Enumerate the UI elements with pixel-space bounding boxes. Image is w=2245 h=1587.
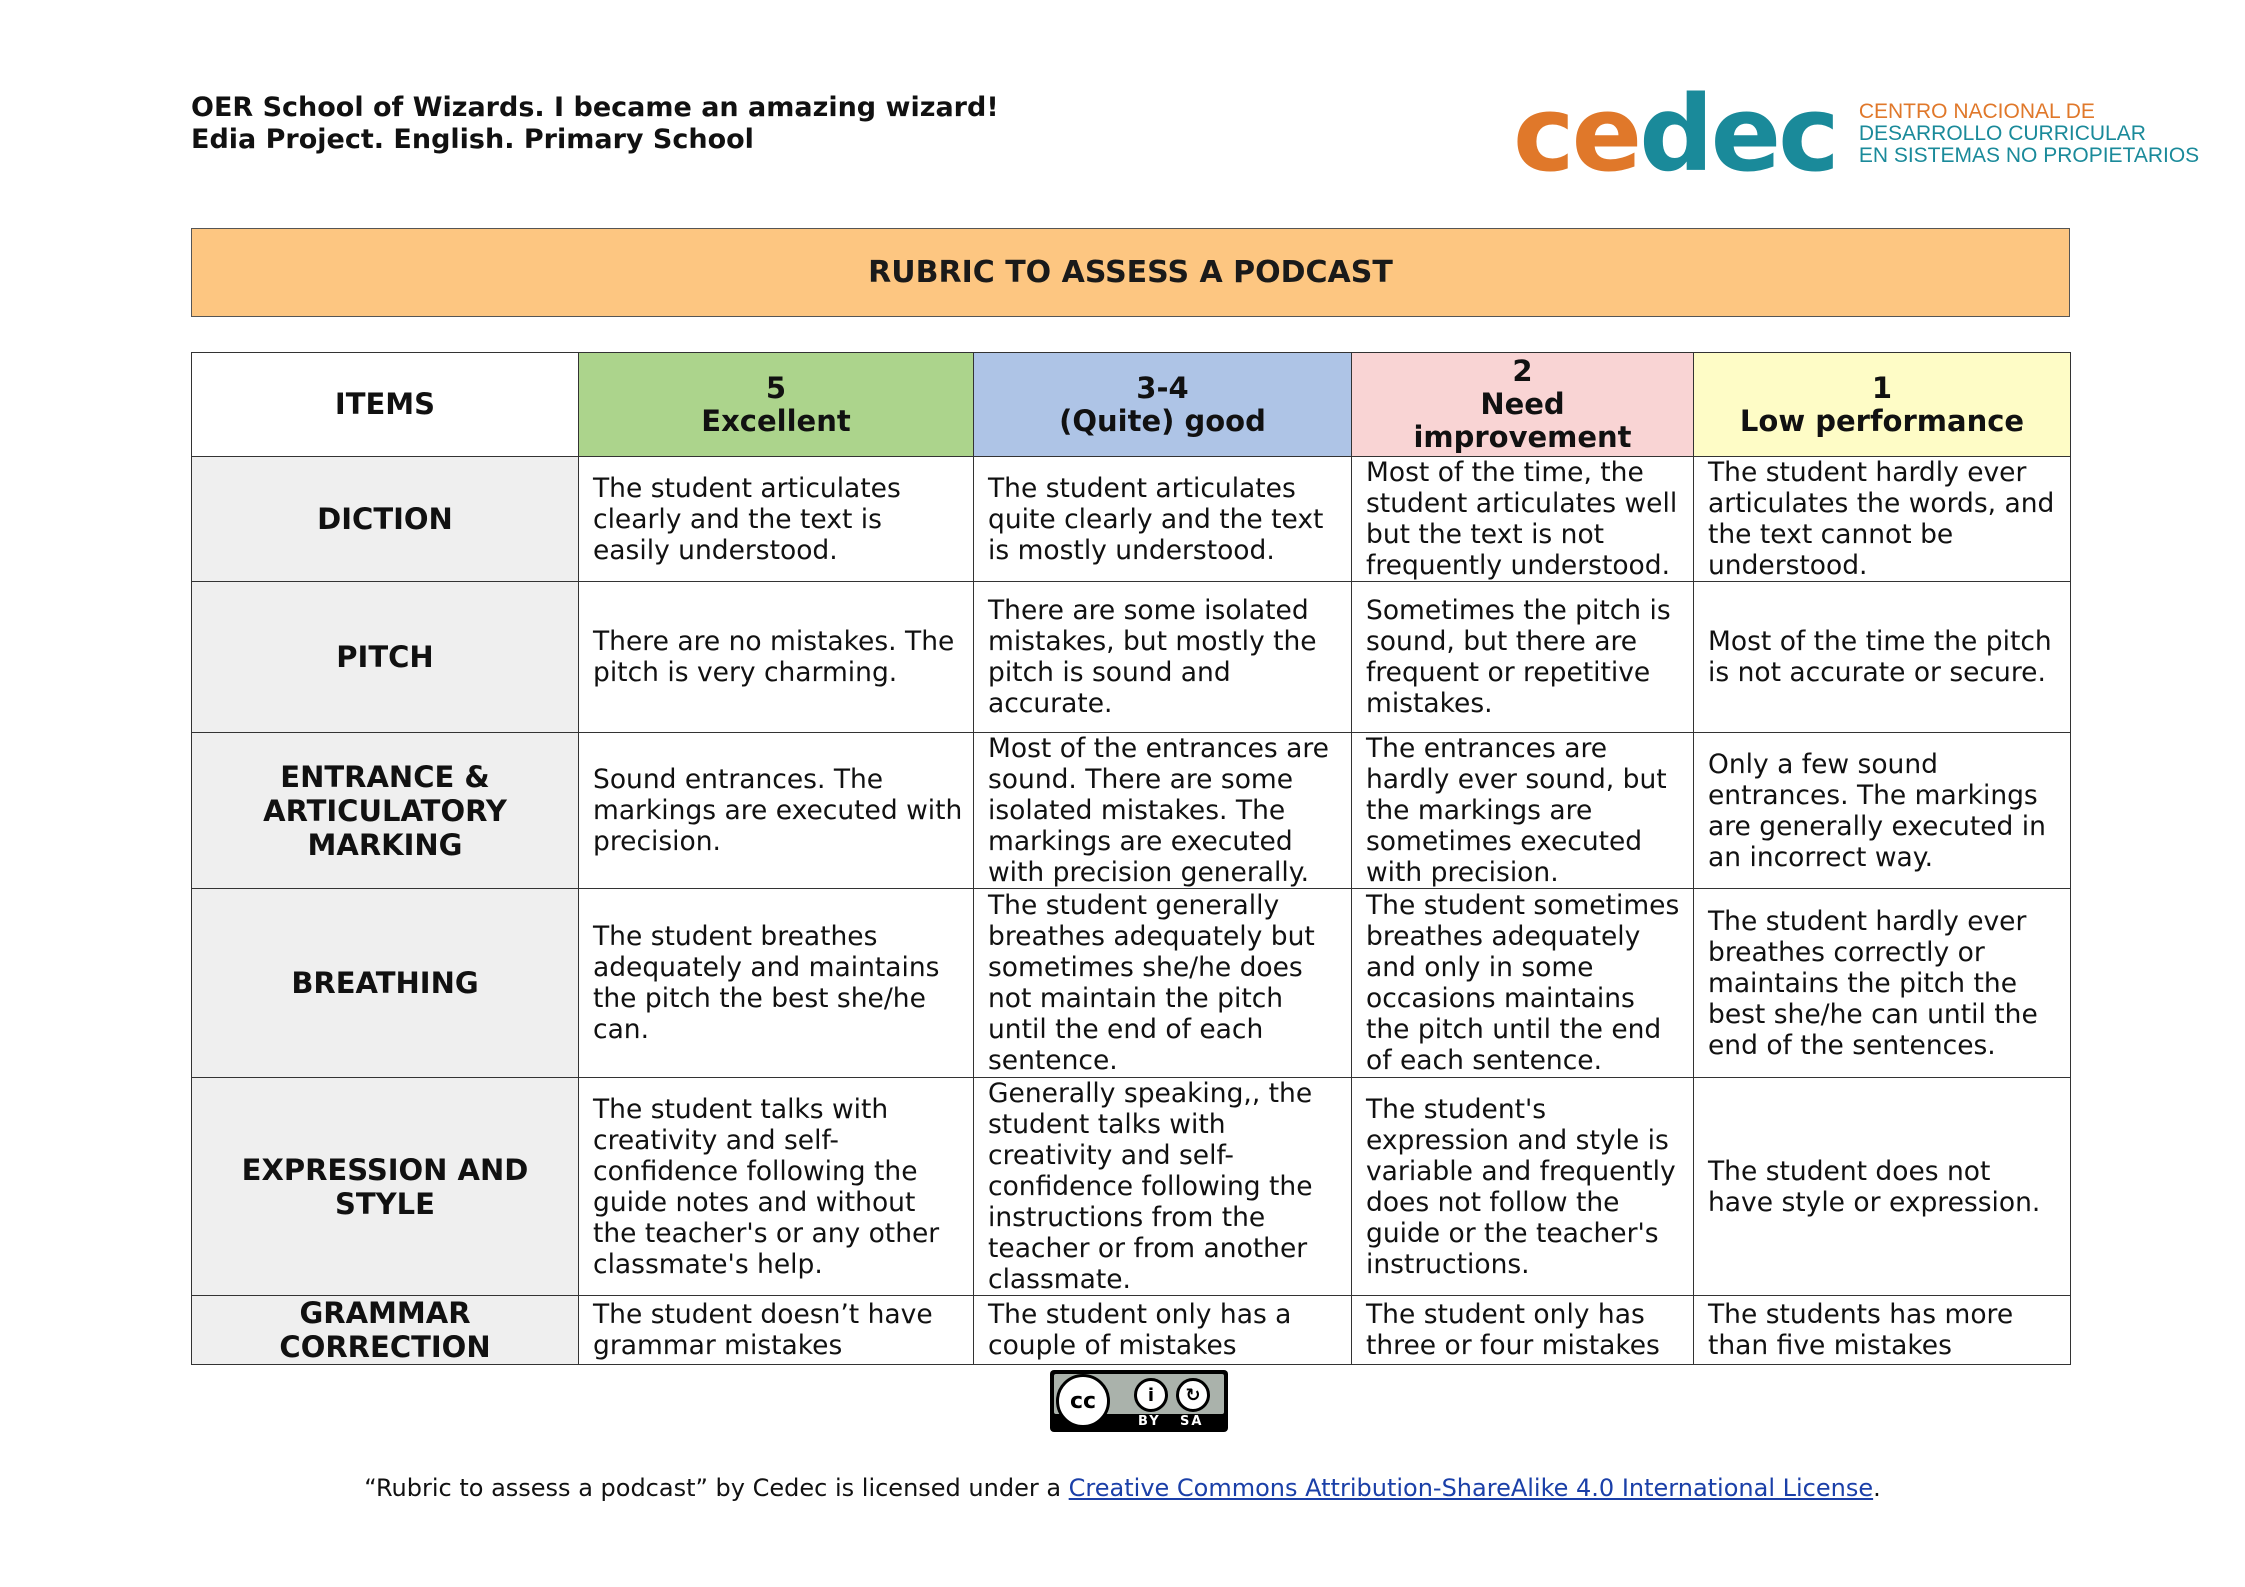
rubric-item-label: DICTION	[192, 457, 579, 582]
column-header-need-improvement: 2 Need improvement	[1352, 353, 1694, 457]
rubric-row-grammar-correction	[192, 1296, 2071, 1365]
rubric-descriptor: The student's expression and style is variable and frequently does not follow the guide or the teacher's instructions.	[1352, 1078, 1694, 1296]
rubric-descriptor: Most of the time, the student articulates well but the text is not frequently understood.	[1352, 457, 1694, 582]
logo-tagline-3: EN SISTEMAS NO PROPIETARIOS	[1858, 144, 2200, 167]
rubric-descriptor: The student only has three or four mistakes	[1352, 1296, 1694, 1365]
rubric-title: RUBRIC TO ASSESS A PODCAST	[191, 228, 2070, 317]
rubric-item-label: ENTRANCE & ARTICULATORY MARKING	[192, 733, 579, 889]
rubric-item-label: PITCH	[192, 582, 579, 733]
header-line-1: OER School of Wizards. I became an amazing wizard!	[191, 92, 999, 123]
rubric-descriptor: The student talks with creativity and self-confidence following the guide notes and without the teacher's or any other classmate's help.	[579, 1078, 974, 1296]
rubric-descriptor: The student sometimes breathes adequately and only in some occasions maintains the pitch until the end of each sentence.	[1352, 889, 1694, 1078]
rubric-descriptor: Sometimes the pitch is sound, but there are frequent or repetitive mistakes.	[1352, 582, 1694, 733]
rubric-descriptor: The student articulates clearly and the text is easily understood.	[579, 457, 974, 582]
rubric-table	[191, 352, 2071, 1365]
cc-icon: cc	[1056, 1374, 1110, 1428]
rubric-row-pitch	[192, 582, 2071, 733]
column-header-low-performance: 1 Low performance	[1694, 353, 2071, 457]
rubric-item-label: BREATHING	[192, 889, 579, 1078]
logo-wordmark-orange: ce	[1513, 73, 1640, 195]
share-alike-icon: ↻	[1176, 1378, 1210, 1412]
rubric-descriptor: The student generally breathes adequately but sometimes she/he does not maintain the pitch until the end of each sentence.	[974, 889, 1352, 1078]
rubric-descriptor: Most of the time the pitch is not accurate or secure.	[1694, 582, 2071, 733]
attribution-icon: i	[1134, 1378, 1168, 1412]
logo-tagline-2: DESARROLLO CURRICULAR	[1858, 122, 2146, 145]
rubric-descriptor: The students has more than five mistakes	[1694, 1296, 2071, 1365]
footer-prefix: “Rubric to assess a podcast” by Cedec is licensed under a	[364, 1474, 1069, 1502]
rubric-descriptor: The student doesn’t have grammar mistakes	[579, 1296, 974, 1365]
column-header-items: ITEMS	[192, 353, 579, 457]
license-link[interactable]: Creative Commons Attribution-ShareAlike 4.0 International License	[1068, 1474, 1874, 1502]
rubric-descriptor: The student articulates quite clearly and the text is mostly understood.	[974, 457, 1352, 582]
column-header-quite-good: 3-4 (Quite) good	[974, 353, 1352, 457]
rubric-body	[192, 457, 2071, 1365]
header-line-2: Edia Project. English. Primary School	[191, 124, 754, 155]
rubric-item-label: EXPRESSION AND STYLE	[192, 1078, 579, 1296]
rubric-descriptor: The entrances are hardly ever sound, but the markings are sometimes executed with precision.	[1352, 733, 1694, 889]
rubric-descriptor: The student does not have style or expression.	[1694, 1078, 2071, 1296]
rubric-descriptor: The student only has a couple of mistakes	[974, 1296, 1352, 1365]
rubric-descriptor: Generally speaking,, the student talks with creativity and self-confidence following the instructions from the teacher or from another classmate.	[974, 1078, 1352, 1296]
document-header	[191, 92, 999, 156]
rubric-descriptor: The student hardly ever breathes correctly or maintains the pitch the best she/he can until the end of the sentences.	[1694, 889, 2071, 1078]
cedec-logo	[1513, 73, 2200, 195]
logo-wordmark	[1513, 73, 1837, 195]
logo-wordmark-teal: dec	[1639, 73, 1837, 195]
rubric-descriptor: Only a few sound entrances. The markings are generally executed in an incorrect way.	[1694, 733, 2071, 889]
header-row	[192, 353, 2071, 457]
rubric-row-diction	[192, 457, 2071, 582]
footer-suffix: .	[1873, 1474, 1881, 1502]
rubric-item-label: GRAMMAR CORRECTION	[192, 1296, 579, 1365]
rubric-row-expression-and-style	[192, 1078, 2071, 1296]
cc-by-sa-badge[interactable]	[1050, 1370, 1228, 1432]
rubric-descriptor: There are some isolated mistakes, but mostly the pitch is sound and accurate.	[974, 582, 1352, 733]
logo-tagline-1: CENTRO NACIONAL DE	[1858, 100, 2095, 123]
sa-label: SA	[1180, 1414, 1204, 1429]
rubric-descriptor: Most of the entrances are sound. There are some isolated mistakes. The markings are executed with precision generally.	[974, 733, 1352, 889]
license-footer	[0, 1474, 2245, 1502]
rubric-row-entrance-articulatory-marking	[192, 733, 2071, 889]
rubric-descriptor: The student hardly ever articulates the words, and the text cannot be understood.	[1694, 457, 2071, 582]
rubric-descriptor: There are no mistakes. The pitch is very charming.	[579, 582, 974, 733]
rubric-row-breathing	[192, 889, 2071, 1078]
column-header-excellent: 5 Excellent	[579, 353, 974, 457]
rubric-descriptor: Sound entrances. The markings are executed with precision.	[579, 733, 974, 889]
by-label: BY	[1138, 1414, 1161, 1429]
rubric-descriptor: The student breathes adequately and maintains the pitch the best she/he can.	[579, 889, 974, 1078]
logo-tagline	[1859, 101, 2199, 167]
